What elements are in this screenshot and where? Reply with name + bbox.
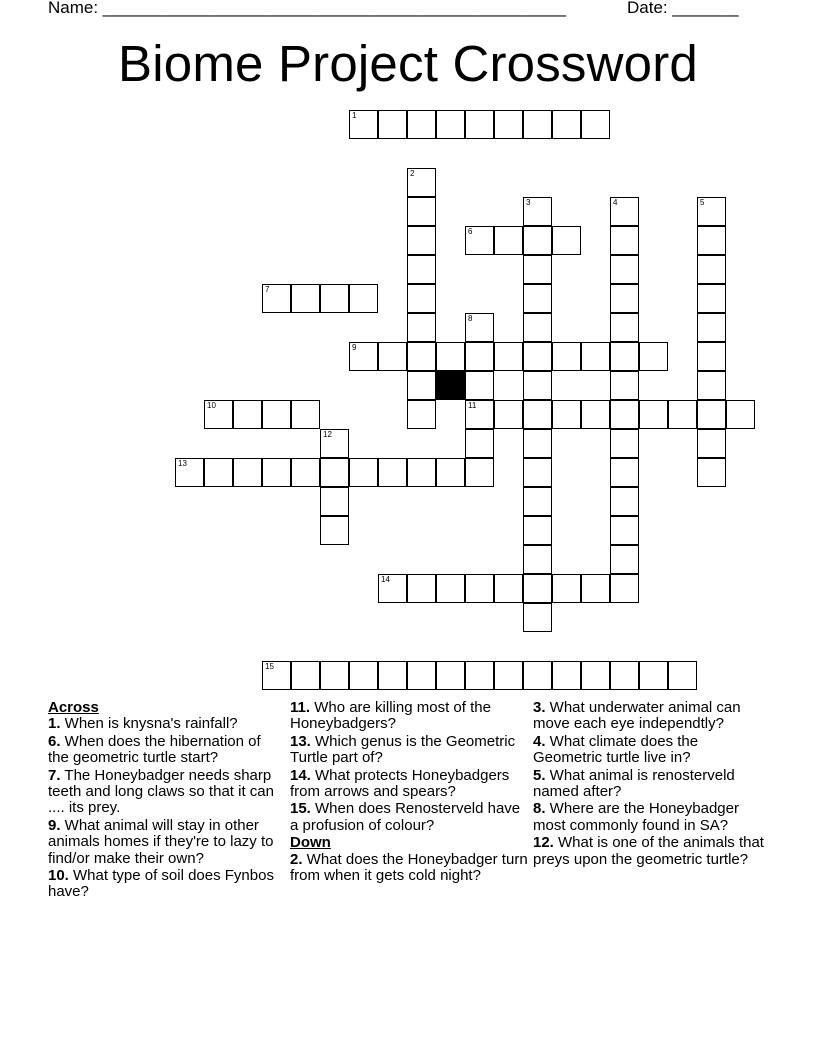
- grid-cell[interactable]: [610, 574, 639, 603]
- grid-cell[interactable]: [262, 400, 291, 429]
- grid-cell[interactable]: [610, 545, 639, 574]
- grid-cell[interactable]: [378, 661, 407, 690]
- clue-item: [290, 852, 528, 885]
- down-clue-list: [290, 852, 528, 885]
- grid-cell[interactable]: [465, 661, 494, 690]
- clue-number-label: 5: [700, 198, 705, 207]
- grid-cell[interactable]: [407, 226, 436, 255]
- grid-cell[interactable]: [523, 371, 552, 400]
- grid-cell[interactable]: [436, 458, 465, 487]
- grid-cell[interactable]: [436, 574, 465, 603]
- grid-cell[interactable]: [610, 226, 639, 255]
- clue-number: 9.: [48, 816, 61, 834]
- grid-cell[interactable]: [581, 574, 610, 603]
- grid-cell[interactable]: [726, 400, 755, 429]
- grid-cell[interactable]: [639, 342, 668, 371]
- grid-cell[interactable]: [697, 458, 726, 487]
- page-title: Biome Project Crossword: [118, 35, 698, 92]
- grid-cell[interactable]: [697, 284, 726, 313]
- grid-cell[interactable]: [523, 429, 552, 458]
- grid-cell[interactable]: [697, 255, 726, 284]
- grid-cell[interactable]: [610, 487, 639, 516]
- clue-text: What does the Honeybadger turn from when it gets cold night?: [290, 850, 528, 885]
- clue-item: [533, 768, 769, 801]
- clue-number: 6.: [48, 732, 61, 750]
- grid-cell[interactable]: [523, 487, 552, 516]
- clue-number-label: 10: [207, 401, 216, 410]
- grid-cell[interactable]: [233, 458, 262, 487]
- grid-cell[interactable]: [494, 342, 523, 371]
- grid-cell[interactable]: [407, 574, 436, 603]
- grid-cell[interactable]: [581, 110, 610, 139]
- grid-cell[interactable]: [204, 400, 233, 429]
- grid-cell[interactable]: [610, 284, 639, 313]
- clue-item: [290, 734, 528, 767]
- clue-text: The Honeybadger needs sharp teeth and long claws so that it can .... its prey.: [48, 766, 274, 817]
- grid-cell[interactable]: [262, 661, 291, 690]
- grid-cell[interactable]: [233, 400, 262, 429]
- grid-cell[interactable]: [407, 400, 436, 429]
- clue-item: [48, 734, 280, 767]
- grid-cell[interactable]: [262, 284, 291, 313]
- grid-cell[interactable]: [523, 197, 552, 226]
- grid-cell[interactable]: [407, 110, 436, 139]
- grid-cell[interactable]: [639, 661, 668, 690]
- clues-column-1: [48, 700, 280, 902]
- clue-number-label: 12: [323, 430, 332, 439]
- grid-cell[interactable]: [320, 458, 349, 487]
- clue-number: 14.: [290, 766, 311, 784]
- clues-column-2: [290, 700, 528, 885]
- grid-cell[interactable]: [523, 313, 552, 342]
- grid-cell[interactable]: [610, 255, 639, 284]
- grid-cell[interactable]: [552, 661, 581, 690]
- grid-cell[interactable]: [523, 110, 552, 139]
- clue-text: What underwater animal can move each eye independtly?: [533, 699, 741, 733]
- grid-cell[interactable]: [552, 226, 581, 255]
- clue-text: What is one of the animals that preys upon the geometric turtle?: [533, 834, 764, 868]
- clue-item: [290, 801, 528, 834]
- grid-cell[interactable]: [523, 342, 552, 371]
- grid-cell[interactable]: [523, 661, 552, 690]
- grid-cell[interactable]: [581, 400, 610, 429]
- grid-cell[interactable]: [262, 458, 291, 487]
- grid-cell[interactable]: [465, 574, 494, 603]
- grid-cell[interactable]: [378, 574, 407, 603]
- grid-cell[interactable]: [175, 458, 204, 487]
- clue-number-label: 1: [352, 111, 357, 120]
- clue-number: 2.: [290, 850, 303, 868]
- grid-cell[interactable]: [465, 313, 494, 342]
- clue-item: [290, 700, 528, 733]
- clue-text: What type of soil does Fynbos have?: [48, 867, 274, 901]
- clue-text: When does Renosterveld have a profusion of colour?: [290, 800, 521, 834]
- grid-cell[interactable]: [349, 342, 378, 371]
- grid-cell[interactable]: [465, 400, 494, 429]
- grid-cell[interactable]: [552, 342, 581, 371]
- grid-cell[interactable]: [320, 487, 349, 516]
- grid-cell[interactable]: [523, 255, 552, 284]
- down-heading: Down: [290, 834, 331, 852]
- clue-number-label: 8: [468, 314, 473, 323]
- clue-text: Who are killing most of the Honeybadgers?: [290, 699, 491, 733]
- grid-cell[interactable]: [436, 661, 465, 690]
- grid-cell[interactable]: [204, 458, 233, 487]
- grid-cell[interactable]: [291, 661, 320, 690]
- grid-cell[interactable]: [610, 371, 639, 400]
- grid-cell[interactable]: [523, 516, 552, 545]
- grid-cell[interactable]: [523, 226, 552, 255]
- grid-cell[interactable]: [523, 574, 552, 603]
- grid-cell[interactable]: [552, 400, 581, 429]
- clue-number-label: 6: [468, 227, 473, 236]
- across-heading: Across: [48, 699, 99, 716]
- grid-cell[interactable]: [320, 516, 349, 545]
- grid-cell[interactable]: [610, 429, 639, 458]
- grid-cell[interactable]: [378, 110, 407, 139]
- across-clue-list: [48, 716, 280, 900]
- grid-cell[interactable]: [465, 371, 494, 400]
- grid-cell[interactable]: [320, 661, 349, 690]
- clue-text: Where are the Honeybadger most commonly found in SA?: [533, 800, 739, 834]
- grid-cell[interactable]: [610, 458, 639, 487]
- grid-cell[interactable]: [697, 197, 726, 226]
- grid-cell[interactable]: [697, 400, 726, 429]
- clue-number: 3.: [533, 699, 546, 716]
- grid-cell[interactable]: [523, 545, 552, 574]
- grid-cell[interactable]: [610, 342, 639, 371]
- grid-cell[interactable]: [581, 342, 610, 371]
- grid-cell[interactable]: [494, 661, 523, 690]
- grid-cell[interactable]: [697, 313, 726, 342]
- clue-text: What protects Honeybadgers from arrows and spears?: [290, 766, 510, 801]
- clue-item: [48, 768, 280, 817]
- across-clue-list-continued: [290, 700, 528, 834]
- clue-number: 11.: [290, 699, 311, 716]
- grid-cell[interactable]: [494, 400, 523, 429]
- grid-cell[interactable]: [349, 110, 378, 139]
- grid-cell[interactable]: [465, 110, 494, 139]
- grid-cell[interactable]: [697, 371, 726, 400]
- clue-number: 15.: [290, 800, 311, 818]
- clue-number-label: 3: [526, 198, 531, 207]
- grid-cell[interactable]: [291, 284, 320, 313]
- grid-cell[interactable]: [407, 342, 436, 371]
- grid-cell[interactable]: [668, 400, 697, 429]
- grid-cell[interactable]: [465, 342, 494, 371]
- clues-column-3: [533, 700, 769, 869]
- clue-item: [48, 716, 280, 732]
- grid-cell[interactable]: [697, 226, 726, 255]
- clue-text: Which genus is the Geometric Turtle part of?: [290, 732, 516, 767]
- grid-cell[interactable]: [407, 255, 436, 284]
- grid-cell[interactable]: [349, 661, 378, 690]
- grid-cell[interactable]: [494, 574, 523, 603]
- grid-cell[interactable]: [436, 110, 465, 139]
- clue-number-label: 13: [178, 459, 187, 468]
- clue-number-label: 4: [613, 198, 618, 207]
- clue-number-label: 15: [265, 662, 274, 671]
- clue-number-label: 2: [410, 169, 415, 178]
- name-field-line: Name: _________________________________________________: [48, 0, 567, 17]
- clue-number: 7.: [48, 766, 61, 784]
- down-clue-list-continued: [533, 700, 769, 868]
- grid-cell[interactable]: [610, 400, 639, 429]
- grid-cell[interactable]: [639, 400, 668, 429]
- clue-number-label: 11: [468, 401, 477, 410]
- black-cell: [436, 371, 465, 400]
- clue-number: 10.: [48, 867, 69, 885]
- grid-cell[interactable]: [320, 284, 349, 313]
- grid-cell[interactable]: [610, 313, 639, 342]
- grid-cell[interactable]: [668, 661, 697, 690]
- grid-cell[interactable]: [552, 110, 581, 139]
- grid-cell[interactable]: [291, 400, 320, 429]
- grid-cell[interactable]: [349, 458, 378, 487]
- grid-cell[interactable]: [610, 197, 639, 226]
- grid-cell[interactable]: [465, 429, 494, 458]
- grid-cell[interactable]: [320, 429, 349, 458]
- grid-cell[interactable]: [494, 226, 523, 255]
- clue-text: What animal will stay in other animals homes if they're to lazy to find/or make their own?: [48, 816, 274, 867]
- clue-text: When is knysna's rainfall?: [60, 715, 238, 733]
- grid-cell[interactable]: [407, 371, 436, 400]
- grid-cell[interactable]: [378, 342, 407, 371]
- grid-cell[interactable]: [378, 458, 407, 487]
- clue-number: 8.: [533, 800, 546, 818]
- grid-cell[interactable]: [523, 458, 552, 487]
- clue-number-label: 14: [381, 575, 390, 584]
- date-field-line: Date: _______: [627, 0, 739, 17]
- grid-cell[interactable]: [436, 342, 465, 371]
- clue-item: [533, 835, 769, 868]
- grid-cell[interactable]: [465, 226, 494, 255]
- clue-item: [533, 801, 769, 834]
- clue-item: [48, 818, 280, 867]
- grid-cell[interactable]: [523, 400, 552, 429]
- clue-item: [533, 700, 769, 733]
- grid-cell[interactable]: [610, 661, 639, 690]
- clue-item: [533, 734, 769, 767]
- clue-number-label: 7: [265, 285, 270, 294]
- grid-cell[interactable]: [407, 313, 436, 342]
- clue-item: [48, 868, 280, 901]
- grid-cell[interactable]: [610, 516, 639, 545]
- clue-number: 4.: [533, 732, 546, 750]
- clue-number-label: 9: [352, 343, 357, 352]
- clue-number: 5.: [533, 766, 546, 784]
- grid-cell[interactable]: [407, 197, 436, 226]
- grid-cell[interactable]: [494, 110, 523, 139]
- grid-cell[interactable]: [407, 661, 436, 690]
- grid-cell[interactable]: [523, 284, 552, 313]
- grid-cell[interactable]: [407, 284, 436, 313]
- clue-number: 1.: [48, 715, 61, 733]
- clue-item: [290, 768, 528, 801]
- grid-cell[interactable]: [407, 168, 436, 197]
- clue-text: When does the hibernation of the geometric turtle start?: [48, 732, 261, 767]
- grid-cell[interactable]: [697, 342, 726, 371]
- grid-cell[interactable]: [465, 458, 494, 487]
- grid-cell[interactable]: [581, 661, 610, 690]
- grid-cell[interactable]: [291, 458, 320, 487]
- clue-number: 12.: [533, 834, 554, 852]
- grid-cell[interactable]: [523, 603, 552, 632]
- grid-cell[interactable]: [697, 429, 726, 458]
- clue-number: 13.: [290, 732, 311, 750]
- clue-text: What climate does the Geometric turtle live in?: [533, 732, 699, 767]
- grid-cell[interactable]: [407, 458, 436, 487]
- grid-cell[interactable]: [552, 574, 581, 603]
- clue-text: What animal is renosterveld named after?: [533, 766, 735, 801]
- grid-cell[interactable]: [349, 284, 378, 313]
